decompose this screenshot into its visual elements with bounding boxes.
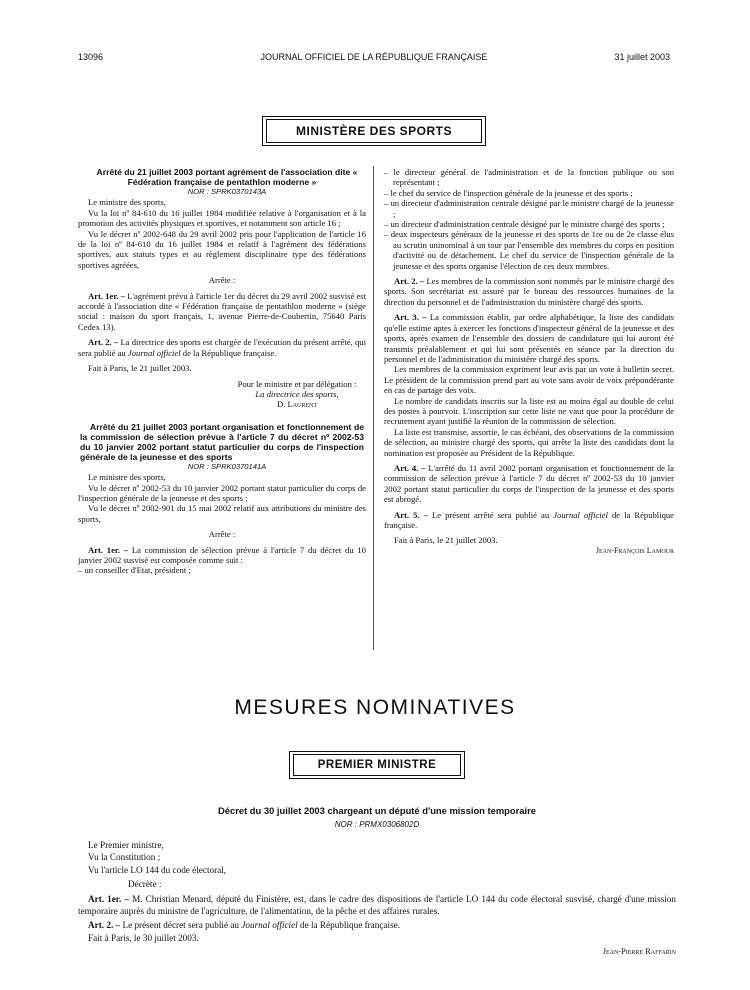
- issue-date: 31 juillet 2003: [614, 52, 670, 62]
- arrete2-paragraph: Le ministre des sports,: [88, 472, 166, 483]
- arrete2-signature-name: Jean-François Lamour: [595, 545, 674, 555]
- decret-paragraph: Vu l'article LO 144 du code électoral,: [88, 864, 227, 875]
- arrete1-signature-role: La directrice des sports,: [255, 388, 339, 399]
- arrete2-arrete-label: Arrête :: [208, 529, 236, 540]
- arrete1-article-1: Art. 1er. – L'agrément prévu à l'article 1er du décret du 29 avril 2002 susvisé est accordé à l'association dite « Fédération française de pentathlon moderne » (siège social : maison du sport français, 1, avenue Pierre-de-Coubertin, 75640 Paris Cedex 13).: [78, 290, 366, 332]
- arrete1-article-2: Art. 2. – La directrice des sports est chargée de l'exécution du présent arrêté, qui sera publié au Journal officiel de la République française.: [78, 337, 366, 358]
- arrete1-signature-name: D. Laurent: [276, 399, 318, 410]
- arrete2-member: – le chef du service de l'inspection générale de la jeunesse et des sports ;: [384, 187, 633, 198]
- arrete2-paragraph: Vu le décret nº 2002-901 du 15 mai 2002 relatif aux attributions du ministre des sports,: [78, 503, 366, 524]
- decret-signature-name: Jean-Pierre Raffarin: [602, 947, 676, 957]
- arrete2-title: Arrêté du 21 juillet 2003 portant organisation et fonctionnement de la commission de sélection prévue à l'article 7 du décret nº 2002-53 du 10 janvier 2002 portant statut particulier du corps de l'inspection générale de la jeunesse et des sports: [80, 421, 364, 462]
- arrete2-fait: Fait à Paris, le 21 juillet 2003.: [394, 535, 498, 546]
- pm-title-box: [289, 751, 465, 779]
- arrete2-member: – le directeur général de l'administration et de la fonction publique ou son représentant ;: [384, 167, 674, 188]
- decret-article-1: Art. 1er. – M. Christian Menard, député du Finistère, est, dans le cadre des dispositions de l'article LO 144 du code électoral susvisé, chargé d'une mission temporaire auprès du ministre de l'agriculture, de l'alimentation, de la pêche et des affaires rurales.: [78, 893, 676, 917]
- arrete2-article-5: Art. 5. – Le présent arrêté sera publié au Journal officiel de la République française.: [384, 509, 674, 530]
- arrete2-article-3-paragraph: Le nombre de candidats inscrits sur la liste est au moins égal au double de celui des postes à pourvoir. L'inscription sur cette liste ne vaut que pour la procédure de recrutement ayant justifié la réunion de la commission de sélection.: [384, 395, 674, 427]
- column-divider: [373, 166, 374, 650]
- arrete1-paragraph: Le ministre des sports,: [88, 197, 166, 208]
- decret-paragraph: Le Premier ministre,: [88, 840, 164, 850]
- arrete1-paragraph: Vu le décret nº 2002-648 du 29 avril 2002 pris pour l'application de l'article 16 de la loi nº 84-610 du 16 juillet 1984 et relatif à l'agrément des fédérations sportives, aux statuts types et au règlement disciplinaire type des fédérations sportives agréées,: [78, 228, 366, 270]
- arrete1-title: Arrêté du 21 juillet 2003 portant agrément de l'association dite « Fédération française de pentathlon moderne »: [96, 167, 358, 187]
- ministry-title-box: [262, 116, 486, 146]
- arrete2-member: – un directeur d'administration centrale désigné par le ministre chargé de la jeunesse ;: [384, 198, 674, 219]
- decret-title: Décret du 30 juillet 2003 chargeant un député d'une mission temporaire: [218, 805, 536, 816]
- pm-title: PREMIER MINISTRE: [293, 754, 461, 776]
- arrete2-article-3: Art. 3. – La commission établit, par ordre alphabétique, la liste des candidats qu'elle estime aptes à exercer les fonctions d'inspecteur général de la jeunesse et des sports, après examen de l'ensemble des dossiers de candidature qui lui auront été transmis préalablement et qui lui sont présentés en séance par la direction du personnel et de l'administration du ministère chargé des sports.: [384, 312, 674, 364]
- decret-body: [78, 839, 676, 959]
- arrete2-member: – deux inspecteurs généraux de la jeunesse et des sports de 1re ou de 2e classe élus au scrutin uninominal à un tour par l'ensemble des membres du corps en position d'activité ou de détachement. Le chef du service de l'inspection générale de la jeunesse et des sports organise l'élection de ces deux membres.: [384, 229, 674, 271]
- arrete1-signature-intro: Pour le ministre et par délégation :: [237, 378, 357, 389]
- arrete2-member: – un conseiller d'Etat, président ;: [78, 565, 191, 576]
- arrete1-paragraph: Vu la loi nº 84-610 du 16 juillet 1984 modifiée relative à l'organisation et à la promotion des activités physiques et sportives, et notamment son article 16 ;: [78, 207, 366, 229]
- arrete2-paragraph: Vu le décret nº 2002-53 du 10 janvier 2002 portant statut particulier du corps de l'inspection générale de la jeunesse et des sports ;: [78, 482, 366, 503]
- arrete2-article-2: Art. 2. – Les membres de la commission sont nommés par le ministre chargé des sports. Son secrétariat est assuré par le bureau des ressources humaines de la direction du personnel et de l'administration du ministère chargé des sports.: [384, 276, 674, 307]
- arrete2-nor: NOR : SPRK0370141A: [187, 461, 267, 471]
- right-column: [384, 167, 674, 556]
- page-number: 13096: [78, 52, 104, 62]
- ministry-title: MINISTÈRE DES SPORTS: [266, 119, 482, 143]
- left-column: [78, 167, 366, 576]
- decret-article-2: Art. 2. – Le présent décret sera publié au Journal officiel de la République française.: [88, 920, 401, 931]
- arrete2-article-1: Art. 1er. – La commission de sélection prévue à l'article 7 du décret du 10 janvier 2002 susvisé est composée comme suit :: [78, 544, 366, 565]
- decret-decrete-label: Décrète :: [128, 879, 162, 890]
- arrete1-fait: Fait à Paris, le 21 juillet 2003.: [88, 363, 192, 374]
- section-title: MESURES NOMINATIVES: [234, 696, 516, 719]
- journal-title: JOURNAL OFFICIEL DE LA RÉPUBLIQUE FRANÇAISE: [260, 52, 488, 62]
- decret-fait: Fait à Paris, le 30 juillet 2003.: [88, 932, 199, 943]
- arrete2-article-3-paragraph: Les membres de la commission expriment leur avis par un vote à bulletin secret. Le président de la commission prend part au vote sans avoir de voix prépondérante en cas de partage des voix.: [384, 364, 674, 396]
- decret-paragraph: Vu la Constitution ;: [88, 852, 161, 863]
- arrete2-member: – un directeur d'administration centrale désigné par le ministre chargé des sports ;: [384, 219, 665, 230]
- decret-nor: NOR : PRMX0306802D: [334, 820, 420, 829]
- arrete2-article-4: Art. 4. – L'arrêté du 11 avril 2002 portant organisation et fonctionnement de la commission de sélection prévue à l'article 7 du décret nº 2002-53 du 10 janvier 2002 portant statut particulier du corps de l'inspection de la jeunesse et des sports est abrogé.: [384, 462, 674, 505]
- arrete1-nor: NOR : SPRK0370143A: [187, 187, 267, 196]
- arrete1-arrete-label: Arrête :: [208, 275, 236, 286]
- arrete2-article-3-paragraph: La liste est transmise, assortie, le cas échéant, des observations de la commission de sélection, au ministre chargé des sports, qui arrête la liste des candidats dont la nomination est proposée au Président de la République.: [384, 426, 674, 458]
